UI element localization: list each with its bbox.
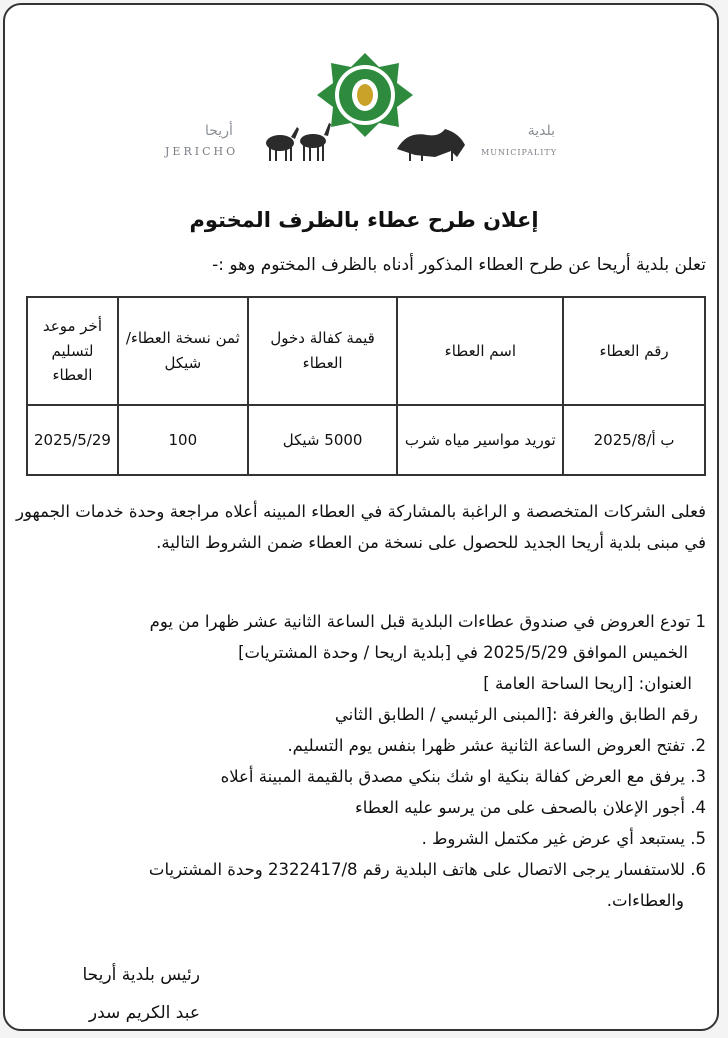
- logo-arabic-left: أريحا: [205, 123, 233, 139]
- municipality-logo: [165, 45, 565, 170]
- condition-1-line-2: الخميس الموافق 2025/5/29 في [بلدية اريحا / وحدة المشتريات]: [238, 643, 688, 662]
- condition-floor: رقم الطابق والغرفة :[المبنى الرئيسي / الطابق الثاني: [334, 705, 698, 724]
- condition-3: 3. يرفق مع العرض كفالة بنكية او شك بنكي مصدق بالقيمة المبينة أعلاه: [220, 767, 706, 786]
- condition-5: 5. يستبعد أي عرض غير مكتمل الشروط .: [421, 829, 706, 848]
- logo-latin-left: JERICHO: [165, 145, 239, 158]
- logo-latin-right: MUNICIPALITY: [481, 148, 557, 157]
- header-tender-name: اسم العطاء: [397, 297, 563, 405]
- condition-6-line-2: والعطاءات.: [606, 891, 684, 910]
- animals-left-icon: [266, 123, 331, 161]
- conditions-list: [16, 606, 706, 916]
- animals-right-icon: [397, 129, 465, 161]
- signature-name: عبد الكريم سدر: [88, 1003, 200, 1023]
- tender-table: [26, 296, 706, 476]
- cell-tender-number: ب أ/2025/8: [563, 405, 705, 475]
- header-copy-price: ثمن نسخة العطاء/ شيكل: [118, 297, 248, 405]
- header-guarantee: قيمة كفالة دخول العطاء: [248, 297, 398, 405]
- condition-4: 4. أجور الإعلان بالصحف على من يرسو عليه العطاء: [355, 798, 706, 817]
- cell-copy-price: 100: [118, 405, 248, 475]
- signature-role: رئيس بلدية أريحا: [82, 965, 200, 985]
- announcement-title: إعلان طرح عطاء بالظرف المختوم: [189, 208, 539, 232]
- header-deadline: أخر موعد لتسليم العطاء: [27, 297, 118, 405]
- logo-arabic-right: بلدية: [527, 123, 555, 139]
- instructions-paragraph: فعلى الشركات المتخصصة و الراغبة بالمشاركة في العطاء المبينه أعلاه مراجعة وحدة خدمات الجمهور في مبنى بلدية أريحا الجديد للحصول على نسخة من العطاء ضمن الشروط التالية.: [16, 502, 706, 552]
- intro-line: تعلن بلدية أريحا عن طرح العطاء المذكور أدناه بالظرف المختوم وهو :-: [212, 255, 706, 275]
- condition-2: 2. تفتح العروض الساعة الثانية عشر ظهرا بنفس يوم التسليم.: [287, 736, 706, 755]
- star-emblem-icon: [317, 53, 413, 137]
- cell-tender-name: توريد مواسير مياه شرب: [397, 405, 563, 475]
- table-header-row: [27, 297, 705, 405]
- condition-1-line-1: 1 تودع العروض في صندوق عطاءات البلدية قبل الساعة الثانية عشر ظهرا من يوم: [149, 612, 706, 631]
- condition-address: العنوان: [اريحا الساحة العامة ]: [483, 674, 692, 693]
- cell-guarantee: 5000 شيكل: [248, 405, 398, 475]
- header-tender-number: رقم العطاء: [563, 297, 705, 405]
- condition-6-line-1: 6. للاستفسار يرجى الاتصال على هاتف البلدية رقم 2322417/8 وحدة المشتريات: [148, 860, 706, 879]
- cell-deadline: 2025/5/29: [27, 405, 118, 475]
- signature-block: [20, 956, 200, 1032]
- table-row: [27, 405, 705, 475]
